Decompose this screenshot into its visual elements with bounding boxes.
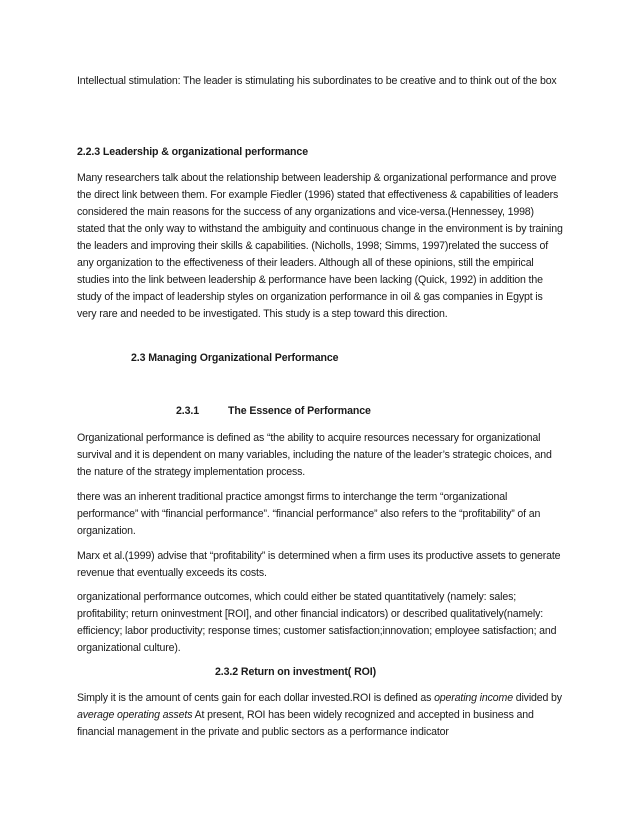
heading-2-3-2: 2.3.2 Return on investment( ROI)	[215, 666, 377, 678]
paragraph-org-performance-definition: Organizational performance is defined as “the ability to acquire resources necessary for organizational survival and it is dependent on many variables, including the nature of the leader’s strategic choices, and the nature of the strategy implementation process.	[77, 432, 552, 478]
roi-text-1: Simply it is the amount of cents gain for each dollar invested.ROI is defined as	[77, 692, 435, 704]
roi-text-2: divided by	[512, 692, 562, 704]
heading-2-3-1-number: 2.3.1	[176, 405, 200, 417]
paragraph-marx-profitability: Marx et al.(1999) advise that “profitability” is determined when a firm uses its productive assets to generate revenue that eventually exceeds its costs.	[77, 550, 561, 579]
roi-italic-average-operating-assets: average operating assets	[77, 709, 193, 721]
paragraph-roi	[77, 690, 563, 741]
heading-2-2-3: 2.2.3 Leadership & organizational performance	[77, 146, 308, 158]
paragraph-inherent-practice: there was an inherent traditional practice amongst firms to interchange the term “organizational performance” with “financial performance”. “financial performance” also refers to the “profitability” of an organization.	[77, 491, 541, 537]
paragraph-leadership-performance: Many researchers talk about the relationship between leadership & organizational performance and prove the direct link between them. For example Fiedler (1996) stated that effectiveness & capabilities of leaders considered the main reasons for the success of any organizations and vice-versa.(Hennessey, 1998) stated that the only way to withstand the ambiguity and continuous change in the environment is by training the leaders and improving their skills & capabilities. (Nicholls, 1998; Simms, 1997)related the success of any organization to the effectiveness of their leaders. Although all of these opinions, still the empirical studies into the link between leadership & performance have been lacking (Quick, 1992) in addition the study of the impact of leadership styles on organization performance in oil & gas companies in Egypt is very rare and needed to be investigated. This study is a step toward this direction.	[77, 172, 563, 320]
roi-italic-operating-income: operating income	[434, 692, 513, 704]
heading-2-3-1-title: The Essence of Performance	[228, 405, 371, 417]
heading-2-3-1	[176, 403, 371, 420]
heading-2-3: 2.3 Managing Organizational Performance	[131, 352, 339, 364]
roi-text-3: At present, ROI has been widely recognized and accepted in business and financial management in the private and public sectors as a performance indicator	[77, 709, 534, 738]
paragraph-performance-outcomes: organizational performance outcomes, which could either be stated quantitatively (namely: sales; profitability; return oninvestment [ROI], and other financial indicators) or described qualitatively(namely: efficiency; labor productivity; response times; customer satisfaction;innovation; employee satisfaction; and organizational culture).	[77, 591, 557, 654]
paragraph-intellectual-stimulation: Intellectual stimulation: The leader is stimulating his subordinates to be creative and to think out of the box	[77, 75, 557, 87]
